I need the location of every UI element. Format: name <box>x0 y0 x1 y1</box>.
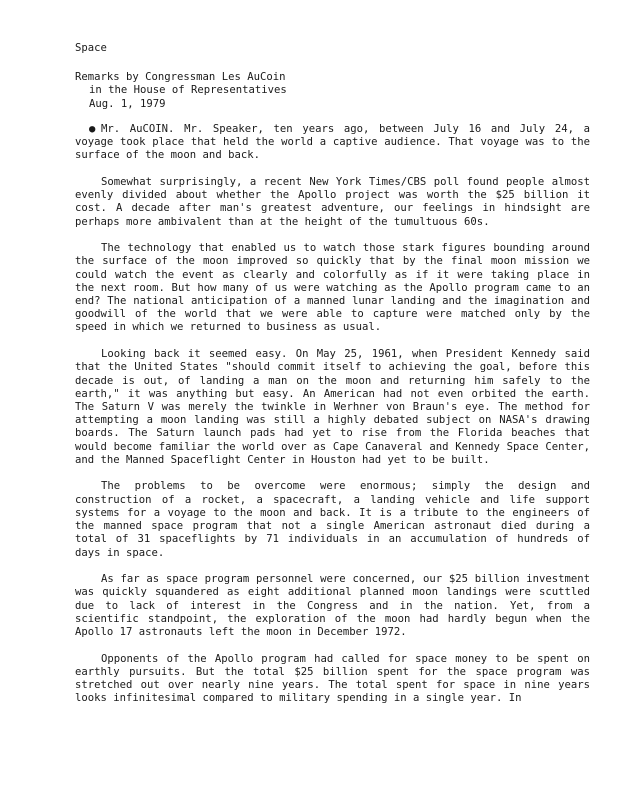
header-speaker: Remarks by Congressman Les AuCoin <box>75 71 286 84</box>
paragraph-4: Looking back it seemed easy. On May 25, 1961, when President Kennedy said that the United States "should commit itself to achieving the goal, before this decade is out, of landing a man on the moon and returning him safely to the earth," it was anything but easy. An American had not even orbited the earth. The Saturn V was merely the twinkle in Werhner von Braun's eye. The method for attempting a moon landing was still a highly debated subject on NASA's drawing boards. The Saturn launch pads had yet to rise from the Florida beaches that would become familiar the world over as Cape Canaveral and Kennedy Space Center, and the Manned Spaceflight Center in Houston had yet to be built. <box>75 348 590 466</box>
section-label: Space <box>75 42 107 54</box>
paragraph-7: Opponents of the Apollo program had called for space money to be spent on earthly pursuits. But the total $25 billion spent for the space program was stretched out over nearly nine years. The total spent for space in nine years looks infinitesimal compared to military spending in a single year. In <box>75 652 590 705</box>
paragraph-1-text: Mr. AuCOIN. Mr. Speaker, ten years ago, between July 16 and July 24, a voyage took place that held the world a captive audience. That voyage was to the surface of the moon and back. <box>75 122 590 162</box>
header-venue: in the House of Representatives <box>89 84 287 97</box>
document-header <box>75 71 590 111</box>
bullet-icon: ● <box>89 122 96 135</box>
paragraph-6: As far as space program personnel were concerned, our $25 billion investment was quickly squandered as eight additional planned moon landings were scuttled due to lack of interest in the Congress and in the nation. Yet, from a scientific standpoint, the exploration of the moon had hardly begun when the Apollo 17 astronauts left the moon in December 1972. <box>75 573 590 639</box>
paragraph-1 <box>75 123 590 163</box>
paragraph-5: The problems to be overcome were enormous; simply the design and construction of a rocket, a spacecraft, a landing vehicle and life support systems for a voyage to the moon and back. It is a tribute to the engineers of the manned space program that not a single American astronaut died during a total of 31 spaceflights by 71 individuals in an accumulation of hundreds of days in space. <box>75 480 590 559</box>
header-date: Aug. 1, 1979 <box>89 97 166 110</box>
paragraph-2: Somewhat surprisingly, a recent New York Times/CBS poll found people almost evenly divided about whether the Apollo project was worth the $25 billion it cost. A decade after man's greatest adventure, our feelings in hindsight are perhaps more ambivalent than at the height of the tumultuous 60s. <box>75 175 590 228</box>
paragraph-3: The technology that enabled us to watch those stark figures bounding around the surface of the moon improved so quickly that by the final moon mission we could watch the event as clearly and colorfully as if it were taking place in the next room. But how many of us were watching as the Apollo program came to an end? The national anticipation of a manned lunar landing and the imagination and goodwill of the world that we were able to capture were matched only by the speed in which we returned to business as usual. <box>75 242 590 334</box>
